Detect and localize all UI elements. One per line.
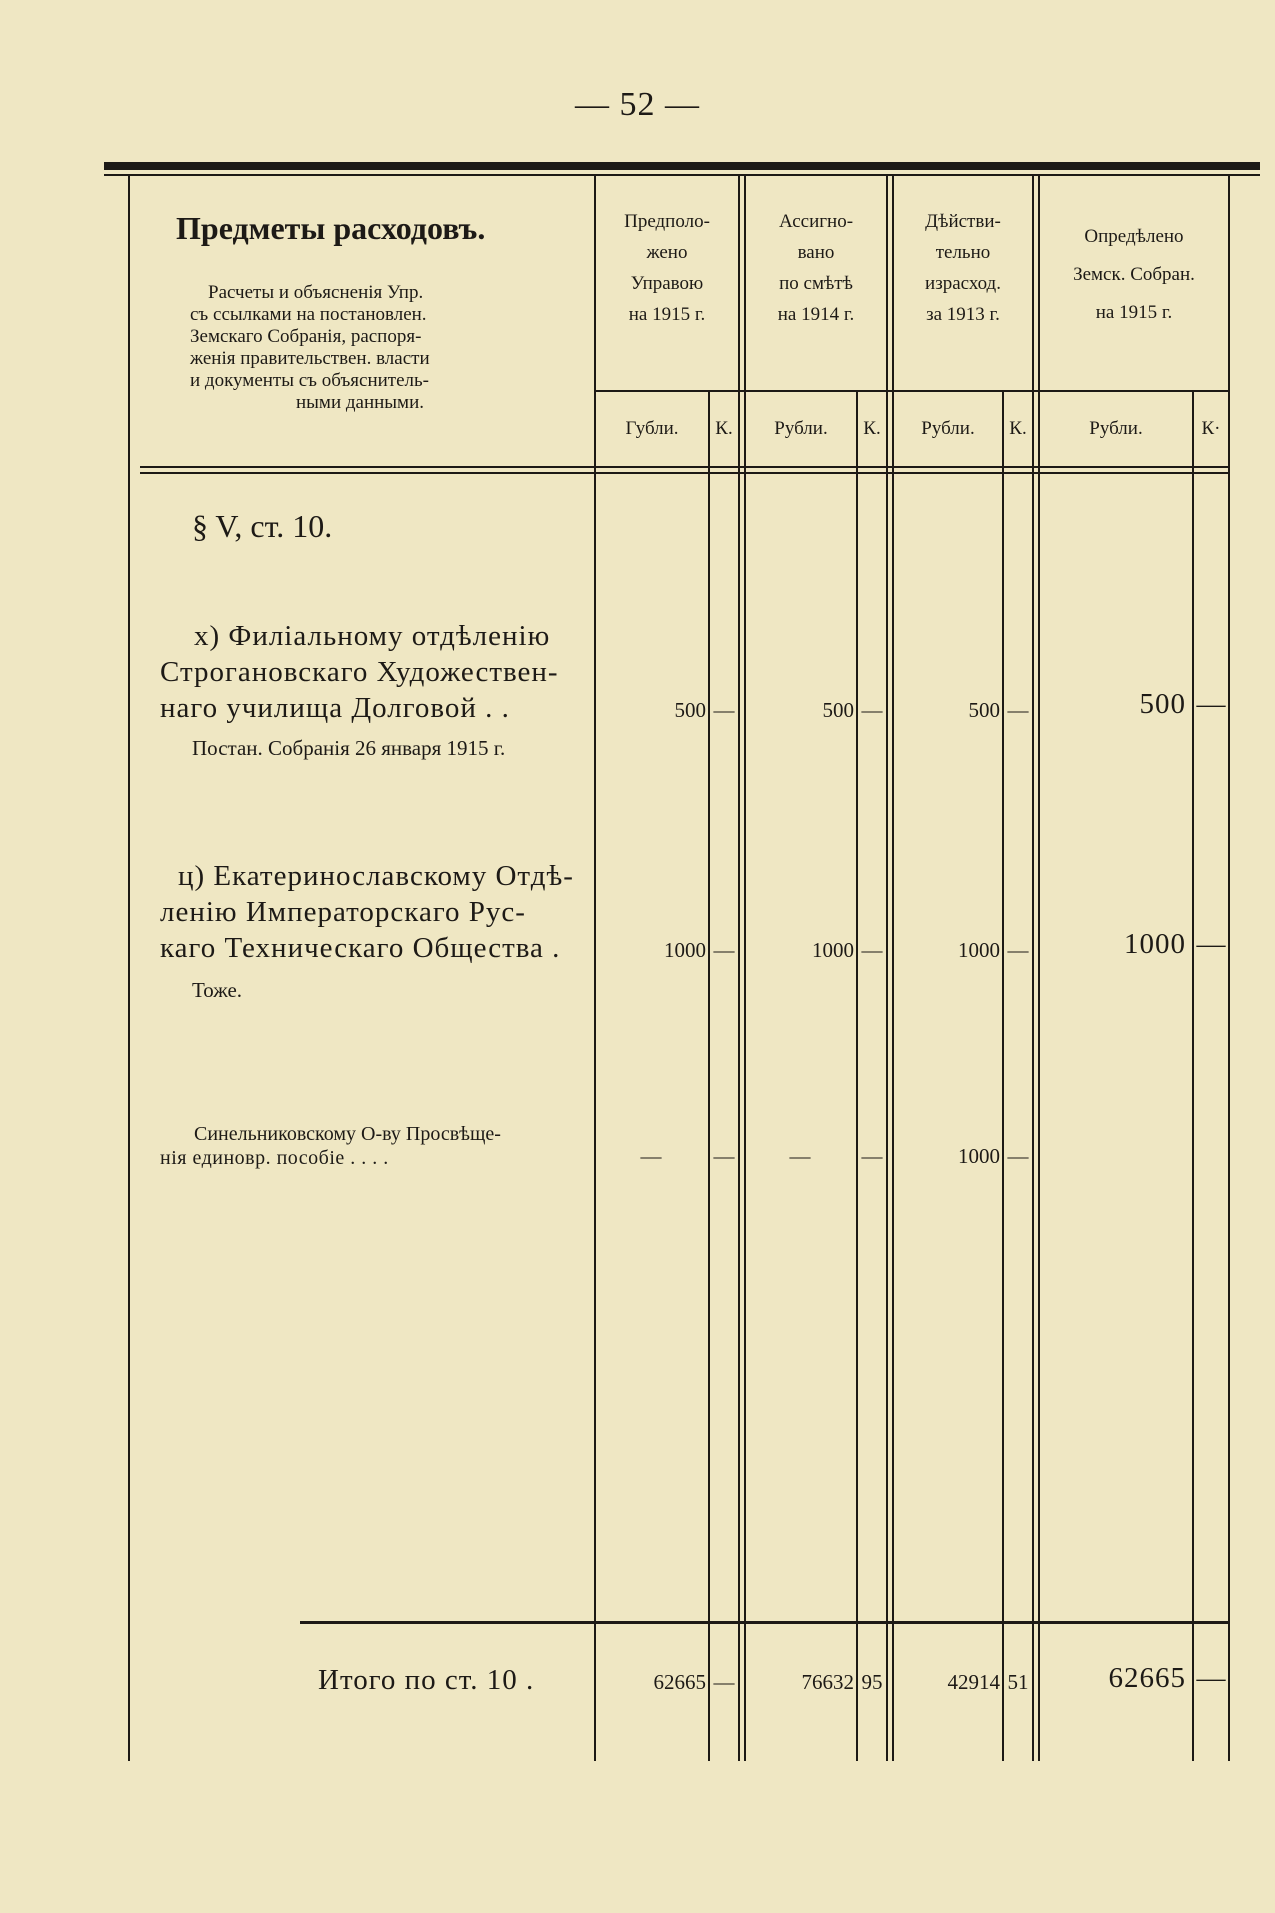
column-header-determined bbox=[1040, 218, 1228, 332]
kop-divider-4 bbox=[1192, 390, 1194, 1761]
row-description bbox=[160, 858, 580, 966]
cell-kop: — bbox=[1196, 928, 1226, 960]
subheader-kop: К. bbox=[863, 418, 881, 439]
header-rule-2 bbox=[140, 472, 1230, 474]
column-header-line: Ассигно- bbox=[778, 211, 854, 232]
header-rule bbox=[140, 466, 1230, 468]
column-header-line: Предполо- bbox=[624, 211, 710, 232]
row-note: Постан. Собранія 26 января 1915 г. bbox=[192, 736, 506, 760]
cell-kop: — bbox=[861, 938, 883, 962]
cell-rub: 500 bbox=[1139, 688, 1186, 720]
cell-kop: — bbox=[1196, 688, 1226, 720]
total-rule bbox=[300, 1621, 1230, 1624]
subheader-kop: К· bbox=[1201, 418, 1221, 439]
total-kop: — bbox=[713, 1670, 735, 1694]
kop-divider-2 bbox=[856, 390, 858, 1761]
column-header-line: Дѣйстви- bbox=[925, 211, 1001, 232]
subheader-kop: К. bbox=[1009, 418, 1027, 439]
column-divider-3b bbox=[892, 176, 894, 1761]
row-note: Тоже. bbox=[192, 978, 243, 1002]
header-subtitle-line: ными данными. bbox=[295, 392, 425, 413]
row-line: Строгановскаго Художествен- bbox=[160, 656, 559, 688]
column-divider-4b bbox=[1038, 176, 1040, 1761]
total-kop: — bbox=[1196, 1662, 1226, 1694]
cell-rub: 1000 bbox=[958, 938, 1000, 962]
cell-rub: 1000 bbox=[1124, 928, 1186, 960]
row-description bbox=[160, 618, 580, 726]
column-header-line: израсход. bbox=[925, 273, 1001, 294]
column-header-line: вано bbox=[797, 242, 835, 263]
column-header-line: тельно bbox=[935, 242, 991, 263]
kop-divider-1 bbox=[708, 390, 710, 1761]
column-header-line: Земск. Собран. bbox=[1073, 264, 1195, 285]
cell-rub: — bbox=[640, 1144, 662, 1168]
page-number: — 52 — bbox=[575, 86, 700, 123]
header-subtitle-line: и документы съ объяснитель- bbox=[190, 370, 429, 391]
column-divider-4 bbox=[1032, 176, 1034, 1761]
row-line: нія единовр. пособіе . . . . bbox=[160, 1147, 389, 1169]
total-kop: 95 bbox=[861, 1670, 883, 1694]
column-divider-2 bbox=[738, 176, 740, 1761]
column-divider-1 bbox=[594, 176, 596, 1761]
row-line: наго училища Долговой . . bbox=[160, 692, 510, 724]
cell-kop: — bbox=[1007, 698, 1029, 722]
column-header-spent bbox=[894, 206, 1032, 330]
column-header-proposed bbox=[596, 206, 738, 330]
cell-kop: — bbox=[861, 698, 883, 722]
header-subtitle bbox=[190, 282, 530, 414]
column-header-line: жено bbox=[646, 242, 688, 263]
column-header-line: Управою bbox=[630, 273, 704, 294]
table-left-border bbox=[128, 176, 130, 1761]
cell-kop: — bbox=[861, 1144, 883, 1168]
total-rub: 62665 bbox=[1108, 1662, 1186, 1694]
total-label: Итого по ст. 10 . bbox=[318, 1664, 535, 1696]
column-header-assigned bbox=[746, 206, 886, 330]
cell-rub: 1000 bbox=[958, 1144, 1000, 1168]
row-line: каго Техническаго Общества . bbox=[160, 932, 561, 964]
header-title: Предметы расходовъ. bbox=[176, 210, 486, 246]
total-rub: 76632 bbox=[801, 1670, 854, 1694]
row-description bbox=[160, 1122, 590, 1170]
subheader-kop: К. bbox=[715, 418, 733, 439]
column-divider-2b bbox=[744, 176, 746, 1761]
section-heading: § V, ст. 10. bbox=[192, 508, 333, 544]
subheader-rub: Губли. bbox=[625, 418, 679, 439]
cell-kop: — bbox=[713, 698, 735, 722]
cell-rub: 500 bbox=[968, 698, 1000, 722]
row-line: ц) Екатеринославскому Отдѣ- bbox=[178, 860, 574, 892]
column-divider-3 bbox=[886, 176, 888, 1761]
cell-rub: 500 bbox=[674, 698, 706, 722]
column-header-line: за 1913 г. bbox=[926, 304, 1000, 325]
total-rub: 42914 bbox=[947, 1670, 1000, 1694]
cell-kop: — bbox=[1007, 938, 1029, 962]
header-subtitle-line: женія правительствен. власти bbox=[190, 348, 430, 369]
cell-rub: 500 bbox=[822, 698, 854, 722]
table-right-border bbox=[1228, 176, 1230, 1761]
header-subtitle-line: Расчеты и объясненія Упр. bbox=[208, 282, 424, 303]
subheader-rub: Рубли. bbox=[1089, 418, 1143, 439]
cell-rub: 1000 bbox=[812, 938, 854, 962]
cell-kop: — bbox=[713, 1144, 735, 1168]
subheader-rub: Рубли. bbox=[921, 418, 975, 439]
header-subtitle-line: Земскаго Собранія, распоря- bbox=[190, 326, 422, 347]
column-header-line: на 1915 г. bbox=[628, 304, 706, 325]
total-rub: 62665 bbox=[653, 1670, 706, 1694]
top-rule-thin bbox=[104, 174, 1260, 176]
column-header-line: на 1915 г. bbox=[1095, 302, 1173, 323]
cell-kop: — bbox=[713, 938, 735, 962]
header-subtitle-line: съ ссылками на постановлен. bbox=[190, 304, 427, 325]
top-rule bbox=[104, 162, 1260, 170]
column-header-line: Опредѣлено bbox=[1084, 226, 1184, 247]
row-line: х) Филіальному отдѣленію bbox=[194, 620, 551, 652]
row-line: ленію Императорскаго Рус- bbox=[160, 896, 526, 928]
row-line: Синельниковскому О-ву Просвѣще- bbox=[194, 1123, 501, 1145]
subheader-rule bbox=[594, 390, 1230, 392]
total-kop: 51 bbox=[1007, 1670, 1029, 1694]
kop-divider-3 bbox=[1002, 390, 1004, 1761]
cell-rub: 1000 bbox=[664, 938, 706, 962]
cell-rub: — bbox=[789, 1144, 811, 1168]
column-header-line: по смѣтѣ bbox=[779, 273, 853, 294]
subheader-rub: Рубли. bbox=[774, 418, 828, 439]
cell-kop: — bbox=[1007, 1144, 1029, 1168]
column-header-line: на 1914 г. bbox=[777, 304, 855, 325]
